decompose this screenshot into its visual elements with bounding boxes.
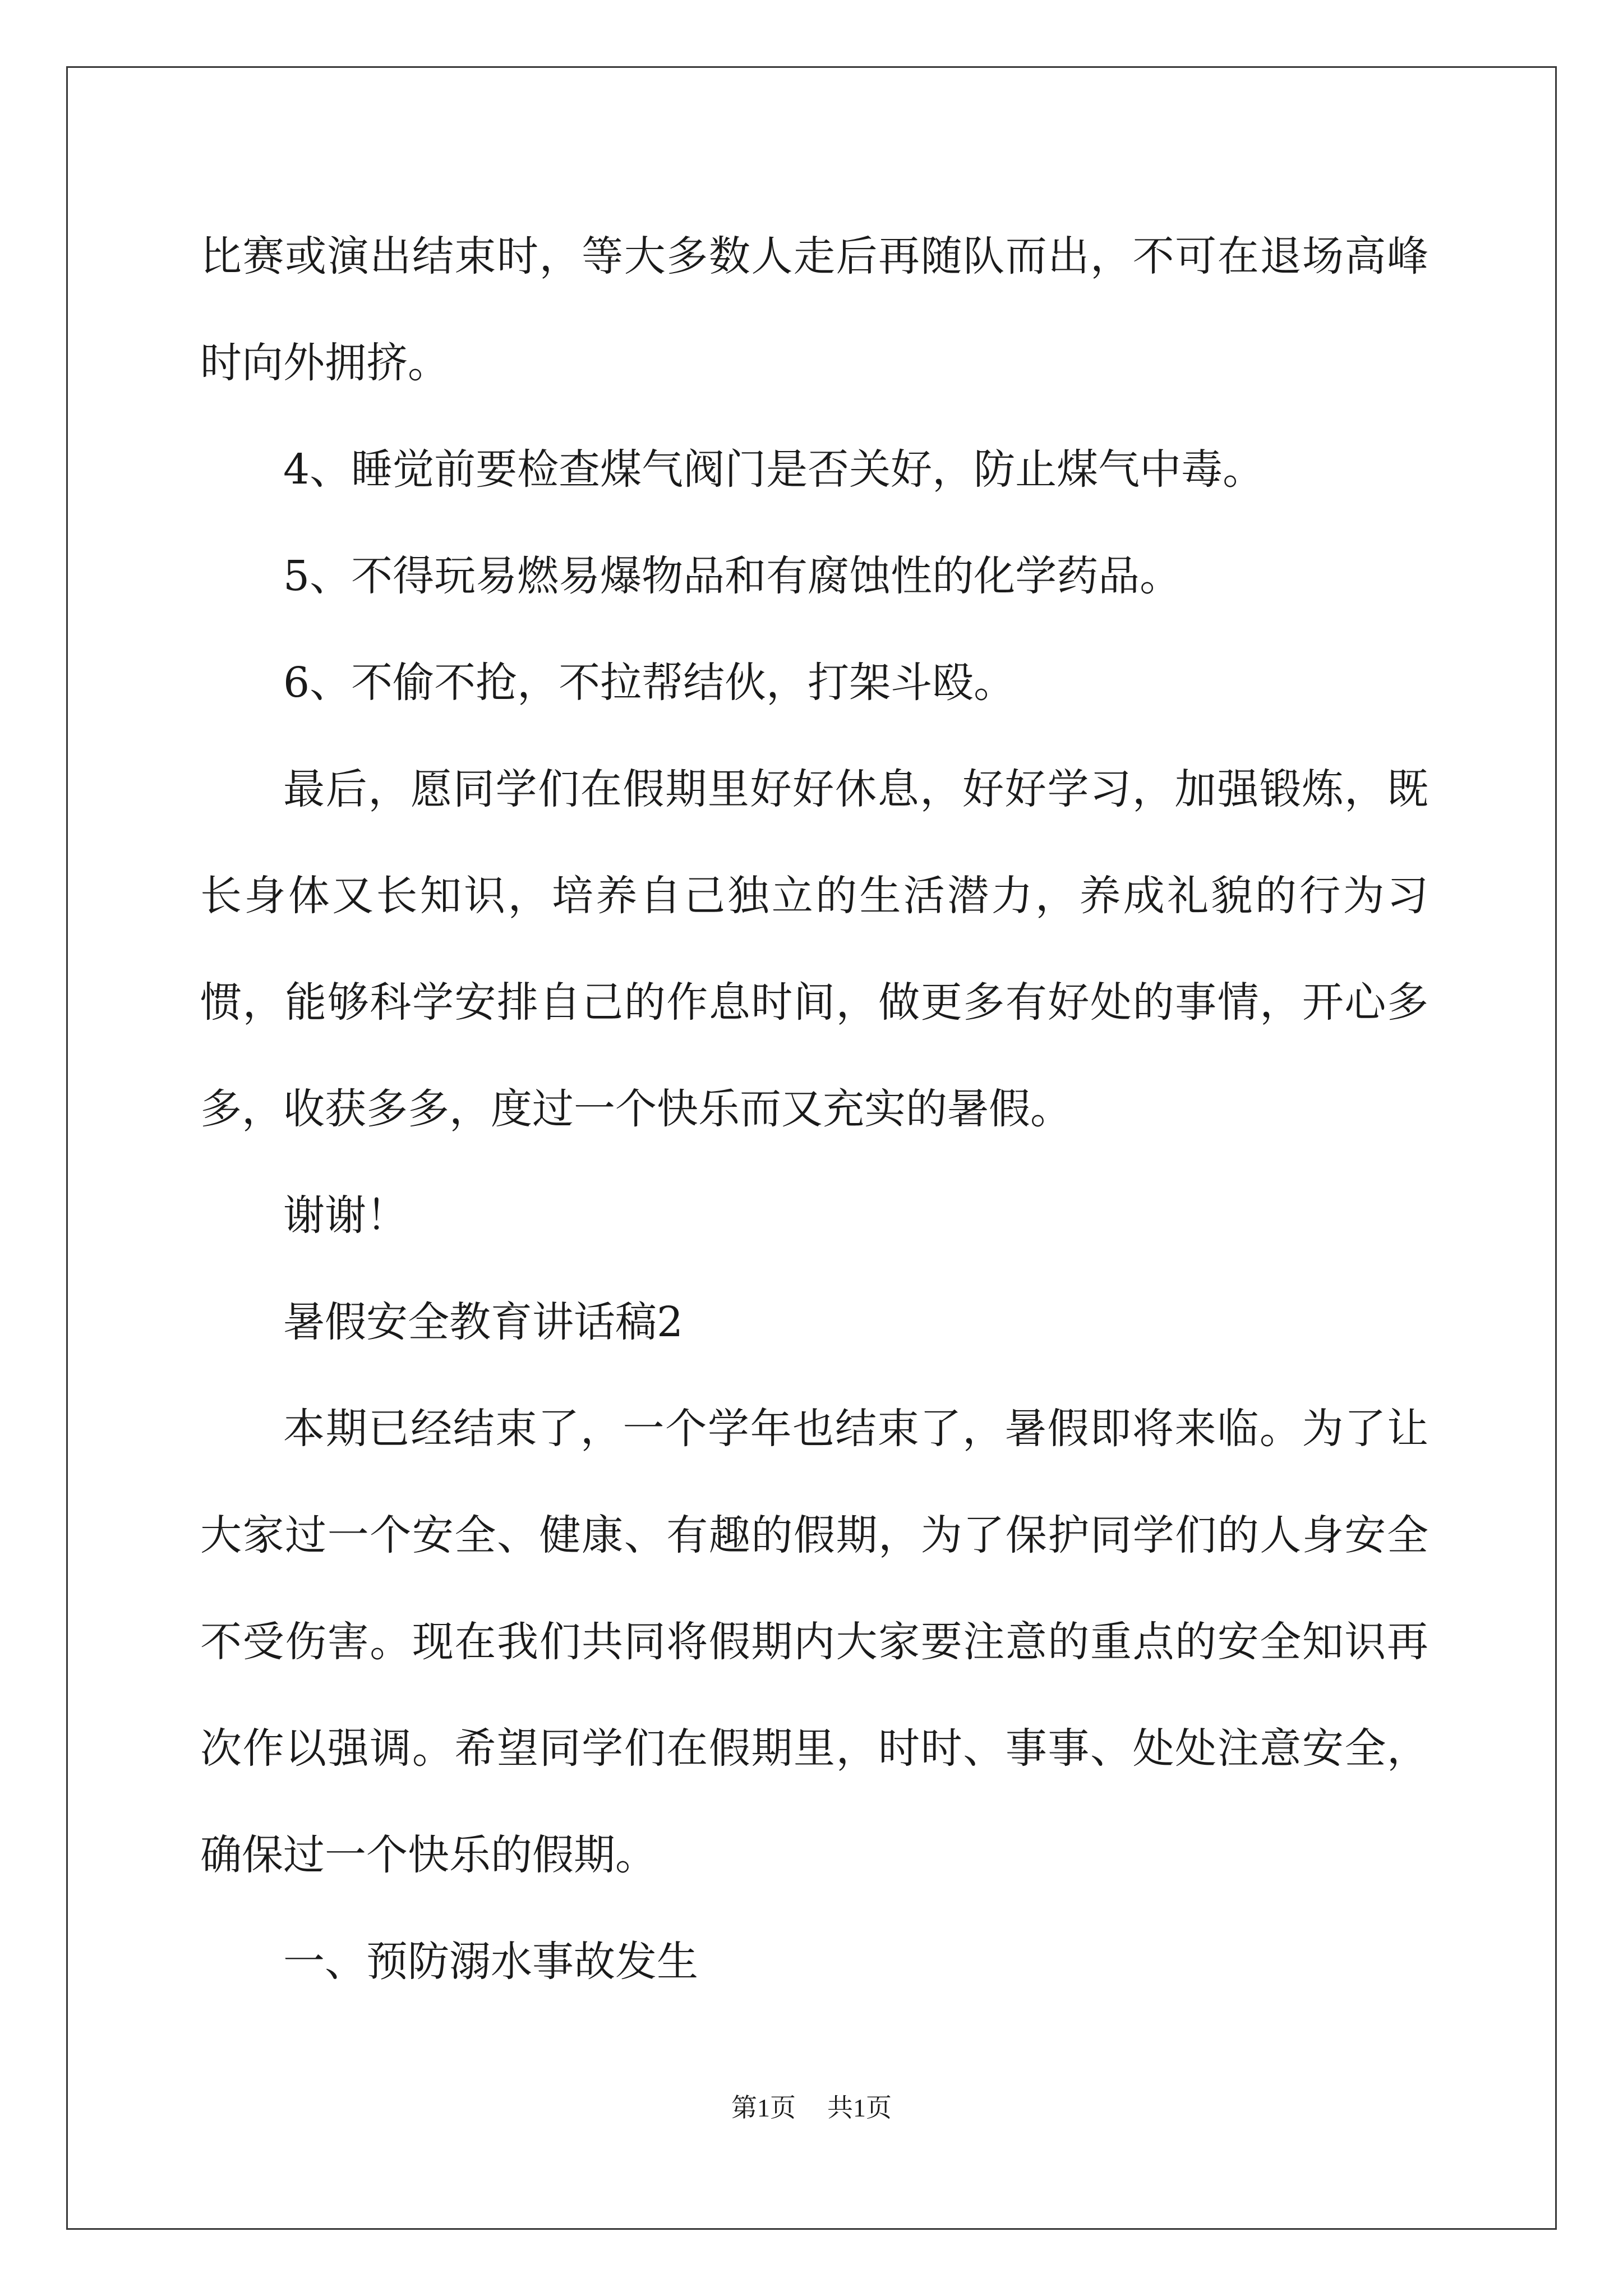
section-title: 暑假安全教育讲话稿2 bbox=[283, 1298, 684, 1346]
page-total: 共1页 bbox=[827, 2093, 892, 2122]
page-footer bbox=[0, 2091, 1623, 2125]
paragraph: 4、睡觉前要检查煤气阀门是否关好，防止煤气中毒。 bbox=[283, 445, 1265, 494]
paragraph: 本期已经结束了，一个学年也结束了，暑假即将来临。为了让大家过一个安全、健康、有趣的假期，为了保护同学们的人身安全不受伤害。现在我们共同将假期内大家要注意的重点的安全知识再次作以强调。希望同学们在假期里，时时、事事、处处注意安全，确保过一个快乐的假期。 bbox=[200, 1405, 1428, 1879]
page-number: 第1页 bbox=[731, 2093, 796, 2122]
paragraph: 谢谢！ bbox=[283, 1191, 408, 1240]
document-body bbox=[200, 203, 1428, 2015]
paragraph: 最后，愿同学们在假期里好好休息，好好学习，加强锻炼，既长身体又长知识，培养自己独立的生活潜力，养成礼貌的行为习惯，能够科学安排自己的作息时间，做更多有好处的事情，开心多多，收获多多，度过一个快乐而又充实的暑假。 bbox=[200, 765, 1428, 1133]
paragraph: 6、不偷不抢，不拉帮结伙，打架斗殴。 bbox=[283, 659, 1016, 707]
paragraph: 5、不得玩易燃易爆物品和有腐蚀性的化学药品。 bbox=[283, 552, 1182, 600]
paragraph: 比赛或演出结束时，等大多数人走后再随队而出，不可在退场高峰时向外拥挤。 bbox=[200, 232, 1428, 387]
section-heading: 一、预防溺水事故发生 bbox=[283, 1938, 698, 1986]
